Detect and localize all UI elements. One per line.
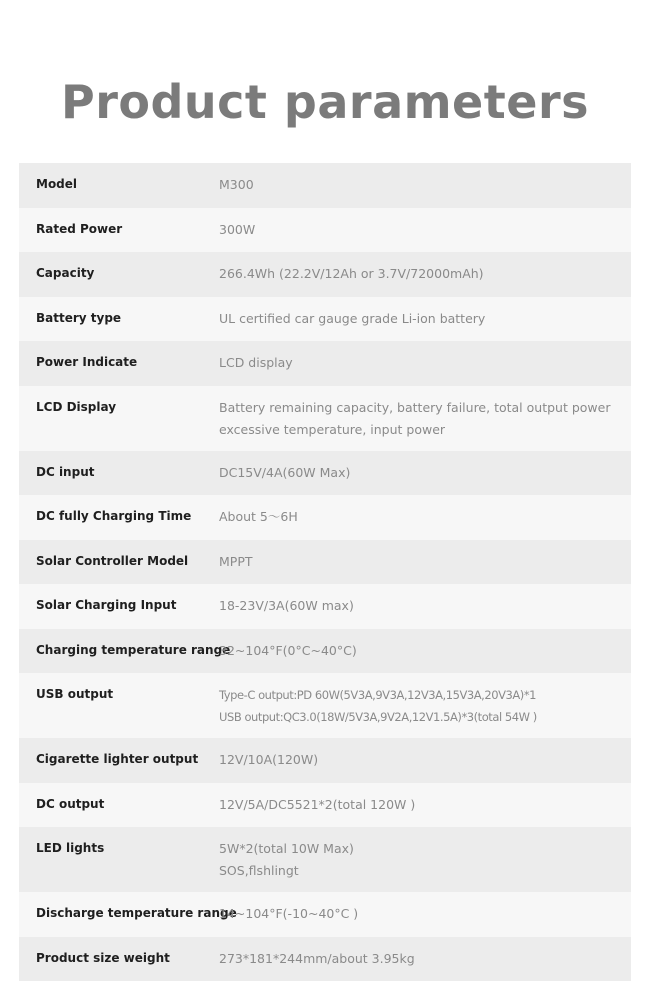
param-value — [219, 308, 631, 330]
param-label: Power Indicate — [36, 355, 138, 369]
param-row-battery-type — [19, 297, 631, 342]
param-label: DC output — [36, 796, 105, 811]
param-value — [219, 352, 631, 374]
param-label: Product size weight — [36, 950, 170, 965]
param-label: Solar Controller Model — [36, 553, 189, 568]
param-value — [219, 174, 631, 196]
param-value — [219, 640, 631, 662]
param-value — [219, 551, 631, 573]
param-row-capacity — [19, 252, 631, 297]
param-label: Rated Power — [36, 221, 123, 236]
param-row-rated-power — [19, 208, 631, 253]
page-title: Product parameters — [60, 75, 590, 129]
param-value-line: Type-C output:PD 60W(5V3A,9V3A,12V3A,15V3A,20V3A)*1 — [219, 688, 537, 702]
param-value — [219, 903, 631, 925]
param-value-line: 12V/5A/DC5521*2(total 120W ) — [219, 796, 416, 812]
param-label: Charging temperature range — [36, 642, 231, 657]
param-label: Capacity — [36, 266, 95, 280]
param-row-dc-input — [19, 451, 631, 496]
param-value — [219, 684, 631, 728]
param-row-led-lights — [19, 827, 631, 892]
param-value-line: MPPT — [219, 553, 253, 569]
param-row-charging-temp — [19, 629, 631, 674]
param-value-line: UL certified car gauge grade Li-ion battery — [219, 310, 486, 326]
param-value-line: 273*181*244mm/about 3.95kg — [219, 950, 415, 966]
param-row-cigarette-output — [19, 738, 631, 783]
param-label: DC input — [36, 464, 95, 479]
param-value-line: 14~104°F(-10~40°C ) — [219, 906, 359, 921]
param-value — [219, 506, 631, 528]
param-value — [219, 794, 631, 816]
param-value-line: 300W — [219, 221, 256, 237]
param-label: Battery type — [36, 310, 122, 325]
param-label: LED lights — [36, 841, 105, 855]
param-label: Solar Charging Input — [36, 598, 177, 612]
param-label: USB output — [36, 687, 114, 701]
param-value-line: 18-23V/3A(60W max) — [219, 598, 354, 613]
param-value-line: 12V/10A(120W) — [219, 752, 319, 767]
param-row-usb-output — [19, 673, 631, 738]
param-value — [219, 749, 631, 771]
param-label: DC fully Charging Time — [36, 509, 192, 523]
param-row-solar-controller — [19, 540, 631, 585]
param-value — [219, 263, 631, 285]
param-value-line: USB output:QC3.0(18W/5V3A,9V2A,12V1.5A)*3(total 54W ) — [219, 710, 537, 724]
param-value-line: Battery remaining capacity, battery failure, total output power — [219, 399, 611, 415]
param-value-line: 32~104°F(0°C~40°C) — [219, 642, 357, 658]
param-row-size-weight — [19, 937, 631, 982]
parameters-table — [19, 163, 631, 981]
param-value-line: excessive temperature, input power — [219, 421, 446, 437]
param-value-line: 266.4Wh (22.2V/12Ah or 3.7V/72000mAh) — [219, 266, 484, 281]
param-row-dc-charging-time — [19, 495, 631, 540]
param-value-line: M300 — [219, 177, 254, 192]
param-label: Cigarette lighter output — [36, 752, 199, 766]
param-value-line: SOS,flshlingt — [219, 863, 299, 878]
param-value-line: DC15V/4A(60W Max) — [219, 464, 351, 480]
param-value-line: About 5～6H — [219, 509, 298, 524]
param-value-line: LCD display — [219, 355, 293, 370]
param-label: Model — [36, 177, 78, 191]
param-row-lcd-display — [19, 386, 631, 451]
param-row-dc-output — [19, 783, 631, 828]
param-value — [219, 595, 631, 617]
param-row-discharge-temp — [19, 892, 631, 937]
param-value — [219, 838, 631, 882]
param-label: LCD Display — [36, 399, 117, 414]
param-value — [219, 462, 631, 484]
param-value — [219, 219, 631, 241]
param-value — [219, 948, 631, 970]
param-row-model — [19, 163, 631, 208]
param-row-power-indicate — [19, 341, 631, 386]
param-value — [219, 397, 631, 441]
param-label: Discharge temperature range — [36, 906, 237, 920]
param-row-solar-input — [19, 584, 631, 629]
param-value-line: 5W*2(total 10W Max) — [219, 841, 354, 856]
